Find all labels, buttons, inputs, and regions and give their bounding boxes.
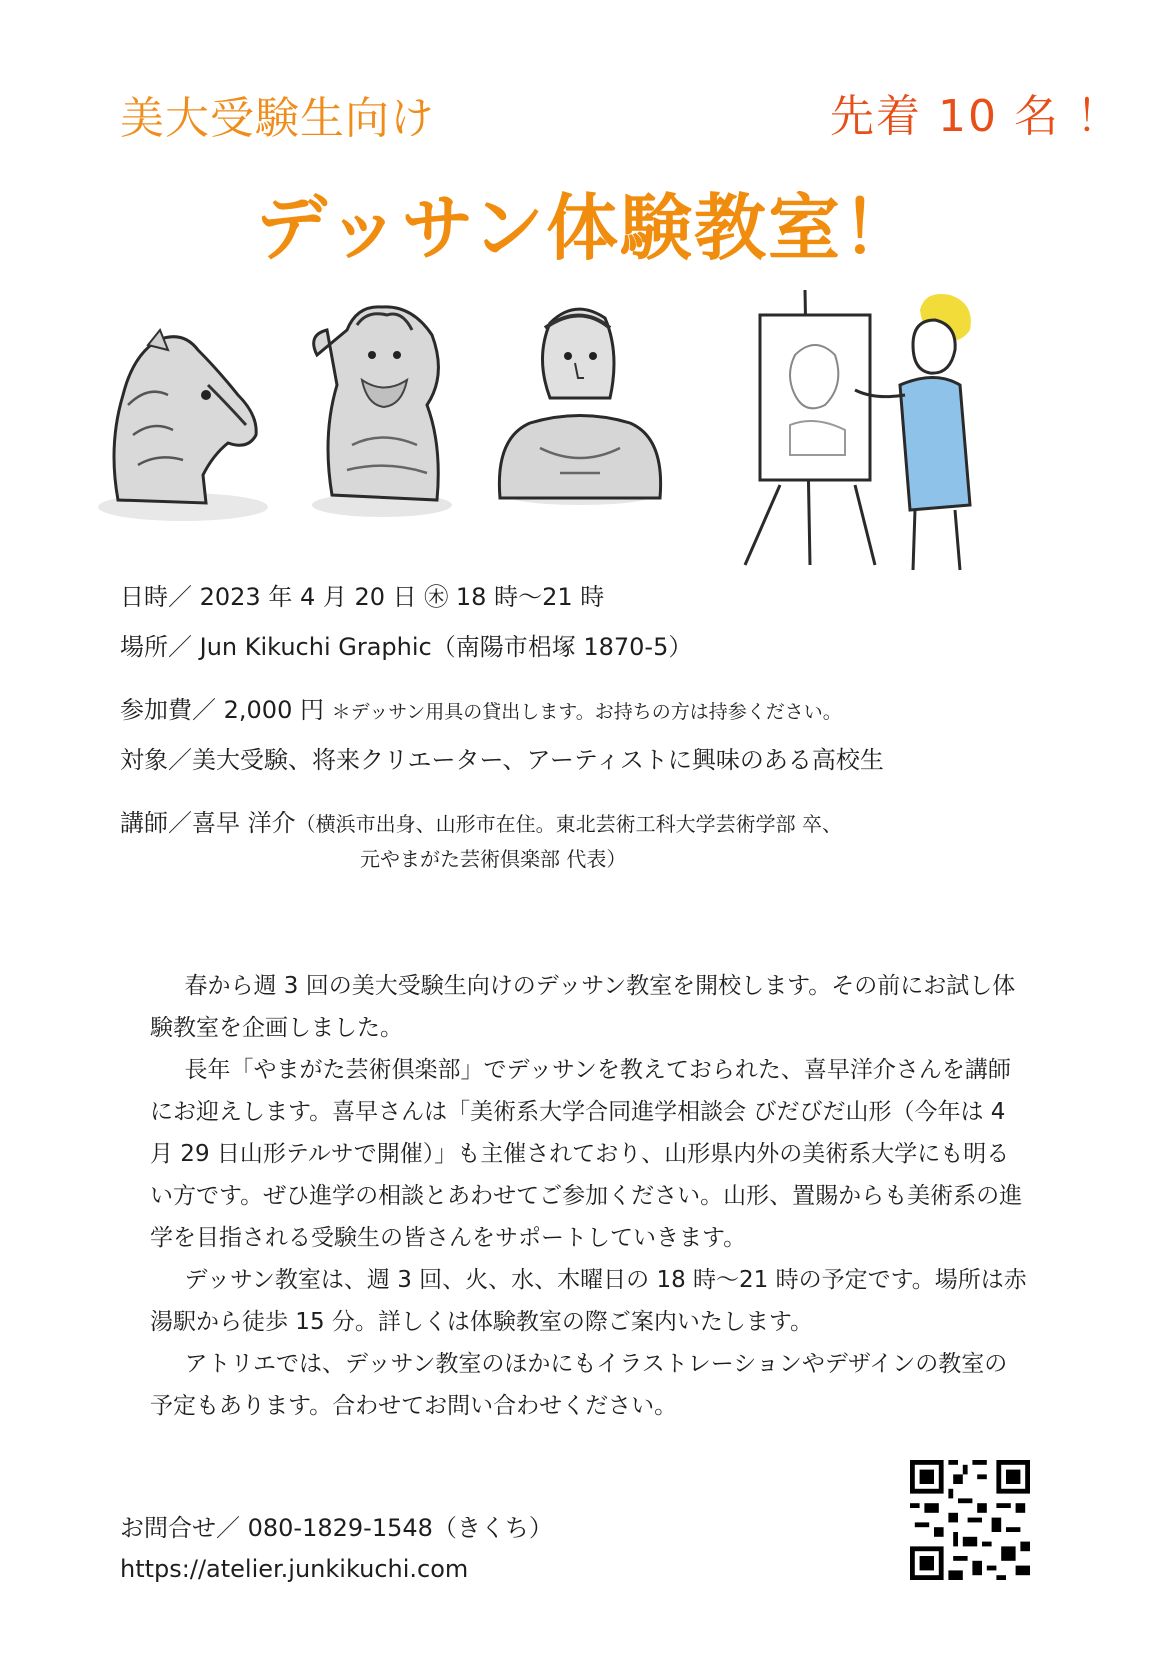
event-fee: 参加費／ 2,000 円 [120,696,324,724]
event-fee-line [120,690,842,725]
horse-bust-sketch-icon [88,325,273,525]
fee-note: ＊デッサン用具の貸出します。お持ちの方は持参ください。 [331,701,842,723]
male-bust-sketch-icon [490,298,670,508]
website-link[interactable]: https://atelier.junkikuchi.com [120,1555,469,1583]
body-paragraph-1: 春から週 3 回の美大受験生向けのデッサン教室を開校します。その前にお試し体験教室を企画しました。 [150,973,1016,1041]
hercules-bust-sketch-icon [292,295,467,525]
body-paragraph-3: デッサン教室は、週 3 回、火、水、木曜日の 18 時〜21 時の予定です。場所は赤湯駅から徒歩 15 分。詳しくは体験教室の際ご案内いたします。 [150,1267,1027,1335]
lecturer-name: 講師／喜早 洋介 [120,809,296,837]
event-place: 場所／ Jun Kikuchi Graphic（南陽市梠塚 1870-5） [120,633,693,661]
event-datetime: 日時／ 2023 年 4 月 20 日 ㊍ 18 時〜21 時 [120,583,605,611]
lecturer-bio: （横浜市出身、山形市在住。東北芸術工科大学芸術学部 卒、 [295,812,842,836]
body-paragraph-2: 長年「やまがた芸術倶楽部」でデッサンを教えておられた、喜早洋介さんを講師にお迎えします。喜早さんは「美術系大学合同進学相談会 びだびだ山形（今年は 4 月 29 日山形テルサで開催）」も主催されており、山形県内外の美術系大学にも明るい方です。ぜひ進学の相談とあわせてご参加ください。山形、置賜からも美術系の進学を目指される受験生の皆さんをサポートしていきます。 [150,1057,1023,1251]
first-come-badge: 先着 10 名 ！ [830,91,1122,142]
event-subtitle: 美大受験生向け [120,93,435,144]
lecturer-bio-cont: 元やまがた芸術倶楽部 代表） [360,847,627,871]
body-paragraph-4: アトリエでは、デッサン教室のほかにもイラストレーションやデザインの教室の予定もあります。合わせてお問い合わせください。 [150,1351,1008,1419]
contact-phone: お問合せ／ 080-1829-1548（きくち） [120,1514,553,1542]
artist-at-easel-icon [735,285,980,585]
event-target: 対象／美大受験、将来クリエーター、アーティストに興味のある高校生 [120,746,884,774]
event-title: デッサン体験教室！ [255,186,916,270]
qr-code-icon[interactable] [910,1460,1030,1580]
event-lecturer-line [120,803,842,838]
body-text [150,965,1030,1427]
